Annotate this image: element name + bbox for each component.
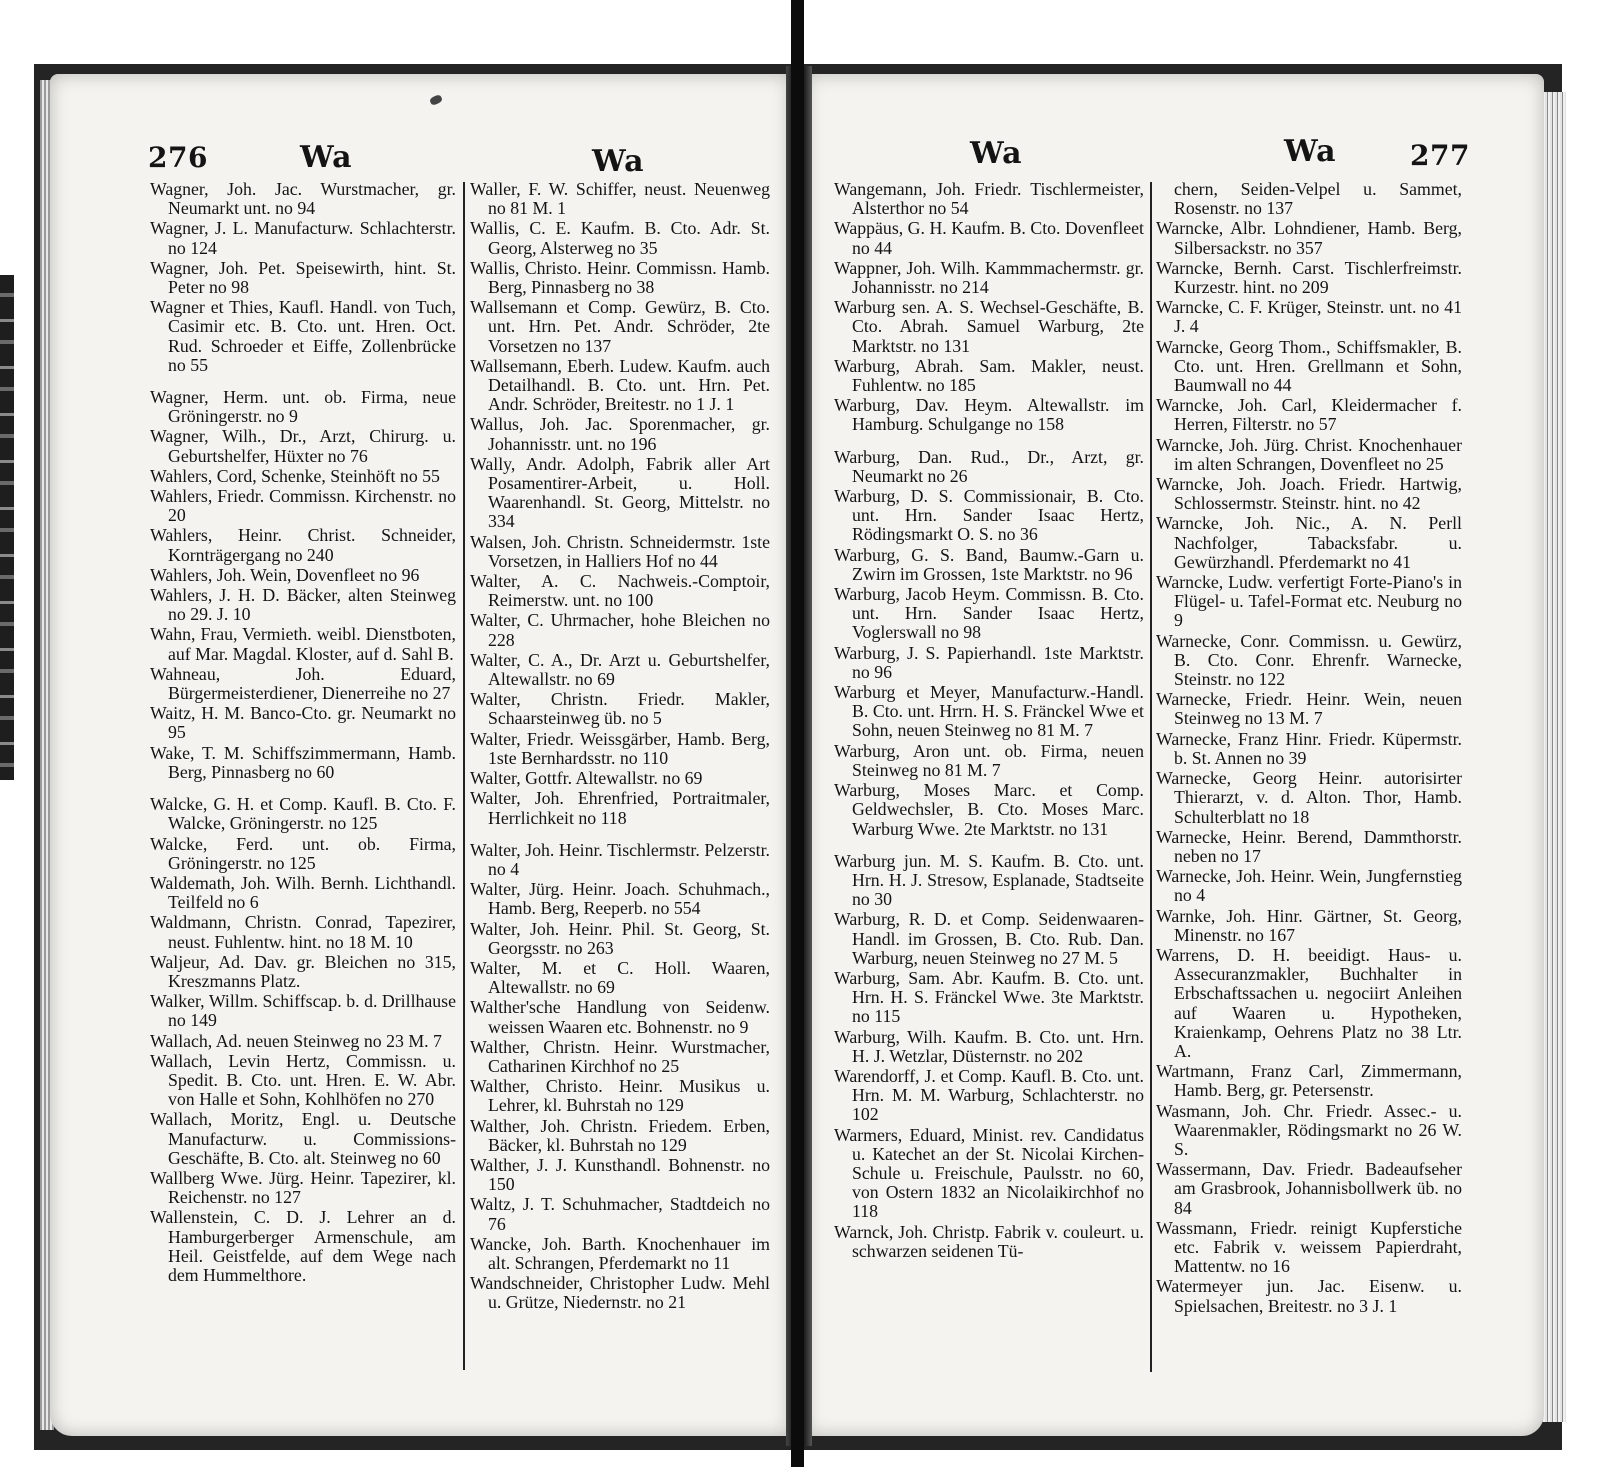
directory-entry: Wake, T. M. Schiffszimmermann, Hamb. Berg, Pinnasberg no 60 [150, 742, 456, 782]
directory-entry: Walter, C. A., Dr. Arzt u. Geburtshelfer, Altewallstr. no 69 [470, 649, 770, 690]
directory-entry: Warburg et Meyer, Manufacturw.-Handl. B. Cto. unt. Hrrn. H. S. Fränckel Wwe et Sohn, neuen Steinweg no 81 M. 7 [834, 682, 1144, 741]
directory-entry: Wallach, Levin Hertz, Commissn. u. Spedit. B. Cto. unt. Hren. E. W. Abr. von Halle et Sohn, Kohlhöfen no 270 [150, 1050, 456, 1110]
directory-entry: Walter, Jürg. Heinr. Joach. Schuhmach., Hamb. Berg, Reeperb. no 554 [470, 879, 770, 919]
directory-entry: Warburg, J. S. Papierhandl. 1ste Marktstr. no 96 [834, 642, 1144, 682]
right-running-head-1: Wa [970, 136, 1023, 171]
directory-entry: Wappner, Joh. Wilh. Kammmachermstr. gr. Johannisstr. no 214 [834, 257, 1144, 298]
directory-entry: Wagner, J. L. Manufacturw. Schlachterstr. no 124 [150, 218, 456, 258]
directory-entry: Wallsemann, Eberh. Ludew. Kaufm. auch Detailhandl. B. Cto. unt. Hrn. Pet. Andr. Schröder, Breitestr. no 1 J. 1 [470, 355, 770, 415]
directory-entry: Wallis, Christo. Heinr. Commissn. Hamb. Berg, Pinnasberg no 38 [470, 257, 770, 298]
directory-entry: Warncke, Bernh. Carst. Tischlerfreimstr. Kurzestr. hint. no 209 [1156, 257, 1462, 298]
directory-entry: Walter, M. et C. Holl. Waaren, Altewallstr. no 69 [470, 957, 770, 998]
left-column-rule [463, 182, 465, 1370]
directory-entry: Wahneau, Joh. Eduard, Bürgermeisterdiener, Dienerreihe no 27 [150, 663, 456, 704]
directory-entry: Warnke, Joh. Hinr. Gärtner, St. Georg, Minenstr. no 167 [1156, 905, 1462, 945]
right-column-2 [1156, 180, 1462, 1317]
directory-entry: Warnecke, Conr. Commissn. u. Gewürz, B. Cto. Conr. Ehrenfr. Warnecke, Steinstr. no 122 [1156, 630, 1462, 690]
directory-entry: Wartmann, Franz Carl, Zimmermann, Hamb. Berg, gr. Petersenstr. [1156, 1061, 1462, 1101]
directory-entry: Wandschneider, Christopher Ludw. Mehl u. Grütze, Niedernstr. no 21 [470, 1273, 770, 1313]
directory-entry: Warburg, Moses Marc. et Comp. Geldwechsler, B. Cto. Moses Marc. Warburg Wwe. 2te Marktstr. no 131 [834, 780, 1144, 839]
left-running-head-2: Wa [592, 144, 645, 179]
directory-entry: Wagner, Joh. Jac. Wurstmacher, gr. Neumarkt unt. no 94 [150, 179, 456, 219]
directory-entry: Wallach, Ad. neuen Steinweg no 23 M. 7 [150, 1030, 442, 1051]
directory-entry: Warburg, Aron unt. ob. Firma, neuen Steinweg no 81 M. 7 [834, 740, 1144, 780]
directory-entry: Waitz, H. M. Banco-Cto. gr. Neumarkt no 95 [150, 703, 456, 743]
directory-entry: Warncke, Joh. Jürg. Christ. Knochenhauer im alten Schrangen, Dovenfleet no 25 [1156, 434, 1462, 474]
directory-entry: chern, Seiden-Velpel u. Sammet, Rosenstr. no 137 [1174, 179, 1462, 219]
gutter-spine [791, 0, 804, 1467]
right-running-head-2: Wa [1284, 134, 1337, 169]
directory-entry: Warburg, Abrah. Sam. Makler, neust. Fuhlentw. no 185 [834, 355, 1144, 396]
directory-entry: Wagner, Wilh., Dr., Arzt, Chirurg. u. Geburtshelfer, Hüxter no 76 [150, 426, 456, 466]
directory-entry: Warrens, D. H. beeidigt. Haus- u. Assecuranzmakler, Buchhalter in Erbschaftssachen u. negociirt Anleihen auf Waaren u. Hypotheken, Kraienkamp, Oehrens Platz no 38 Ltr. A. [1156, 944, 1462, 1061]
directory-entry: Warncke, Ludw. verfertigt Forte-Piano's in Flügel- u. Tafel-Format etc. Neuburg no 9 [1156, 572, 1462, 631]
directory-entry: Wally, Andr. Adolph, Fabrik aller Art Posamentirer-Arbeit, u. Holl. Waarenhandl. St. Georg, Mittelstr. no 334 [470, 453, 770, 532]
directory-entry: Watermeyer jun. Jac. Eisenw. u. Spielsachen, Breitestr. no 3 J. 1 [1156, 1276, 1462, 1316]
directory-entry: Wagner, Herm. unt. ob. Firma, neue Gröningerstr. no 9 [150, 387, 456, 427]
directory-entry: Wallis, C. E. Kaufm. B. Cto. Adr. St. Georg, Alsterweg no 35 [470, 218, 770, 258]
directory-entry: Wahlers, Cord, Schenke, Steinhöft no 55 [150, 465, 440, 486]
directory-entry: Walter, Friedr. Weissgärber, Hamb. Berg, 1ste Bernhardsstr. no 110 [470, 728, 770, 768]
left-column-1 [150, 180, 456, 1286]
directory-entry: Wallberg Wwe. Jürg. Heinr. Tapezirer, kl. Reichenstr. no 127 [150, 1167, 456, 1208]
right-column-1 [834, 180, 1144, 1262]
directory-entry: Wallsemann et Comp. Gewürz, B. Cto. unt. Hrn. Pet. Andr. Schröder, 2te Vorsetzen no 137 [470, 297, 770, 356]
left-page-number: 276 [148, 141, 208, 174]
directory-entry: Wallenstein, C. D. J. Lehrer an d. Hamburgerberger Armenschule, am Heil. Geistfelde, auf dem Wege nach dem Hummelthore. [150, 1207, 456, 1285]
directory-entry: Warncke, Joh. Joach. Friedr. Hartwig, Schlossermstr. Steinstr. hint. no 42 [1156, 474, 1462, 514]
directory-entry: Warnecke, Georg Heinr. autorisirter Thierarzt, v. d. Alton. Thor, Hamb. Schulterblatt no 18 [1156, 768, 1462, 827]
directory-entry: Wallach, Moritz, Engl. u. Deutsche Manufacturw. u. Commissions-Geschäfte, B. Cto. alt. Steinweg no 60 [150, 1109, 456, 1168]
directory-entry: Warburg sen. A. S. Wechsel-Geschäfte, B. Cto. Abrah. Samuel Warburg, 2te Marktstr. no 131 [834, 297, 1144, 356]
directory-entry: Waller, F. W. Schiffer, neust. Neuenweg no 81 M. 1 [470, 179, 770, 219]
right-page-number: 277 [1410, 139, 1470, 172]
left-running-head-1: Wa [300, 140, 353, 175]
directory-entry: Wahlers, J. H. D. Bäcker, alten Steinweg no 29. J. 10 [150, 585, 456, 625]
directory-entry: Wahlers, Friedr. Commissn. Kirchenstr. no 20 [150, 486, 456, 526]
directory-entry: Walter, C. Uhrmacher, hohe Bleichen no 228 [470, 610, 770, 650]
directory-entry: Wassermann, Dav. Friedr. Badeaufseher am Grasbrook, Johannisbollwerk üb. no 84 [1156, 1159, 1462, 1218]
directory-entry: Warnecke, Heinr. Berend, Dammthorstr. neben no 17 [1156, 826, 1462, 866]
directory-entry: Walter, Christn. Friedr. Makler, Schaarsteinweg üb. no 5 [470, 689, 770, 729]
binding-edge-artifact [0, 275, 14, 780]
directory-entry: Warburg jun. M. S. Kaufm. B. Cto. unt. Hrn. H. J. Stresow, Esplanade, Stadtseite no 30 [834, 850, 1144, 910]
directory-entry: Warburg, Wilh. Kaufm. B. Cto. unt. Hrn. H. J. Wetzlar, Düsternstr. no 202 [834, 1026, 1144, 1066]
directory-entry: Warnecke, Friedr. Heinr. Wein, neuen Steinweg no 13 M. 7 [1156, 689, 1462, 729]
left-column-2 [470, 180, 770, 1314]
directory-entry: Warncke, Georg Thom., Schiffsmakler, B. Cto. unt. Hren. Grellmann et Sohn, Baumwall no 44 [1156, 336, 1462, 396]
directory-entry: Warmers, Eduard, Minist. rev. Candidatus u. Katechet an der St. Nicolai Kirchen-Schule u. Freischule, Paulsstr. no 60, von Ostern 1832 an Nicolaikirchhof no 118 [834, 1124, 1144, 1222]
right-column-rule [1150, 182, 1152, 1372]
directory-entry: Warnck, Joh. Christp. Fabrik v. coulеurt. u. schwarzen seidenen Tü- [834, 1221, 1144, 1261]
directory-entry: Warburg, Sam. Abr. Kaufm. B. Cto. unt. Hrn. H. S. Fränckel Wwe. 3te Marktstr. no 115 [834, 967, 1144, 1027]
directory-entry: Wancke, Joh. Barth. Knochenhauer im alt. Schrangen, Pferdemarkt no 11 [470, 1233, 770, 1273]
directory-entry: Warnecke, Franz Hinr. Friedr. Küpermstr. b. St. Annen no 39 [1156, 728, 1462, 768]
directory-entry: Walter, Joh. Ehrenfried, Portraitmaler, Herrlichkeit no 118 [470, 788, 770, 828]
directory-entry: Walcke, G. H. et Comp. Kaufl. B. Cto. F. Walcke, Gröningerstr. no 125 [150, 794, 456, 834]
directory-entry: Wassmann, Friedr. reinigt Kupferstiche etc. Fabrik v. weissem Papierdraht, Mattentw. no 16 [1156, 1217, 1462, 1277]
directory-entry: Walther'sche Handlung von Seidenw. weissen Waaren etc. Bohnenstr. no 9 [470, 997, 770, 1037]
directory-entry: Warncke, Joh. Carl, Kleidermacher f. Herren, Filterstr. no 57 [1156, 395, 1462, 435]
directory-entry: Walter, Joh. Heinr. Tischlermstr. Pelzerstr. no 4 [470, 839, 770, 879]
directory-entry: Warnecke, Joh. Heinr. Wein, Jungfernstieg no 4 [1156, 866, 1462, 906]
directory-entry: Walter, Joh. Heinr. Phil. St. Georg, St. Georgsstr. no 263 [470, 918, 770, 958]
directory-entry: Wappäus, G. H. Kaufm. B. Cto. Dovenfleet no 44 [834, 218, 1144, 258]
directory-entry: Walther, J. J. Kunsthandl. Bohnenstr. no 150 [470, 1154, 770, 1195]
directory-entry: Wahn, Frau, Vermieth. weibl. Dienstboten, auf Mar. Magdal. Kloster, auf d. Sahl B. [150, 624, 456, 664]
directory-entry: Waldemath, Joh. Wilh. Bernh. Lichthandl. Teilfeld no 6 [150, 872, 456, 913]
directory-entry: Wallus, Joh. Jac. Sporenmacher, gr. Johannisstr. unt. no 196 [470, 414, 770, 454]
directory-entry: Warburg, Jacob Heym. Commissn. B. Cto. unt. Hrn. Sander Isaac Hertz, Voglerswall no 98 [834, 584, 1144, 643]
directory-entry: Warburg, Dav. Heym. Altewallstr. im Hamburg. Schulgange no 158 [834, 395, 1144, 435]
directory-entry: Warncke, Albr. Lohndiener, Hamb. Berg, Silbersackstr. no 357 [1156, 218, 1462, 258]
directory-entry: Wangemann, Joh. Friedr. Tischlermeister, Alsterthor no 54 [834, 179, 1144, 219]
directory-entry: Walther, Christn. Heinr. Wurstmacher, Catharinen Kirchhof no 25 [470, 1036, 770, 1076]
directory-entry: Warncke, C. F. Krüger, Steinstr. unt. no 41 J. 4 [1156, 297, 1462, 337]
directory-entry: Warburg, R. D. et Comp. Seidenwaaren-Handl. im Grossen, B. Cto. Rub. Dan. Warburg, neuen Steinweg no 27 M. 5 [834, 909, 1144, 968]
directory-entry: Walsen, Joh. Christn. Schneidermstr. 1ste Vorsetzen, in Halliers Hof no 44 [470, 531, 770, 571]
directory-entry: Walter, A. C. Nachweis.-Comptoir, Reimerstw. unt. no 100 [470, 571, 770, 611]
directory-entry: Walcke, Ferd. unt. ob. Firma, Gröningerstr. no 125 [150, 833, 456, 873]
directory-entry: Warendorff, J. et Comp. Kaufl. B. Cto. unt. Hrn. M. M. Warburg, Schlachterstr. no 102 [834, 1065, 1144, 1125]
directory-entry: Warburg, Dan. Rud., Dr., Arzt, gr. Neumarkt no 26 [834, 446, 1144, 486]
directory-entry: Warncke, Joh. Nic., A. N. Perll Nachfolger, Tabacksfabr. u. Gewürzhandl. Pferdemarkt no 41 [1156, 513, 1462, 572]
directory-entry: Wahlers, Heinr. Christ. Schneider, Kornträgergang no 240 [150, 525, 456, 565]
directory-entry: Warburg, D. S. Commissionair, B. Cto. unt. Hrn. Sander Isaac Hertz, Rödingsmarkt O. S. no 36 [834, 486, 1144, 545]
directory-entry: Warburg, G. S. Band, Baumw.-Garn u. Zwirn im Grossen, 1ste Marktstr. no 96 [834, 544, 1144, 584]
directory-entry: Walther, Joh. Christn. Friedem. Erben, Bäcker, kl. Buhrstah no 129 [470, 1115, 770, 1155]
directory-entry: Walther, Christo. Heinr. Musikus u. Lehrer, kl. Buhrstah no 129 [470, 1076, 770, 1116]
directory-entry: Waltz, J. T. Schuhmacher, Stadtdeich no 76 [470, 1194, 770, 1234]
directory-entry: Wagner et Thies, Kaufl. Handl. von Tuch, Casimir etc. B. Cto. unt. Hren. Oct. Rud. Schroeder et Eiffe, Zollenbrücke no 55 [150, 297, 456, 375]
directory-entry: Walter, Gottfr. Altewallstr. no 69 [470, 768, 703, 789]
directory-entry: Waldmann, Christn. Conrad, Tapezirer, neust. Fuhlentw. hint. no 18 M. 10 [150, 912, 456, 952]
directory-entry: Waljeur, Ad. Dav. gr. Bleichen no 315, Kreszmanns Platz. [150, 951, 456, 991]
directory-entry: Wasmann, Joh. Chr. Friedr. Assec.- u. Waarenmakler, Rödingsmarkt no 26 W. S. [1156, 1100, 1462, 1159]
directory-entry: Wahlers, Joh. Wein, Dovenfleet no 96 [150, 564, 420, 585]
directory-entry: Walker, Willm. Schiffscap. b. d. Drillhause no 149 [150, 991, 456, 1031]
directory-entry: Wagner, Joh. Pet. Speisewirth, hint. St. Peter no 98 [150, 257, 456, 298]
